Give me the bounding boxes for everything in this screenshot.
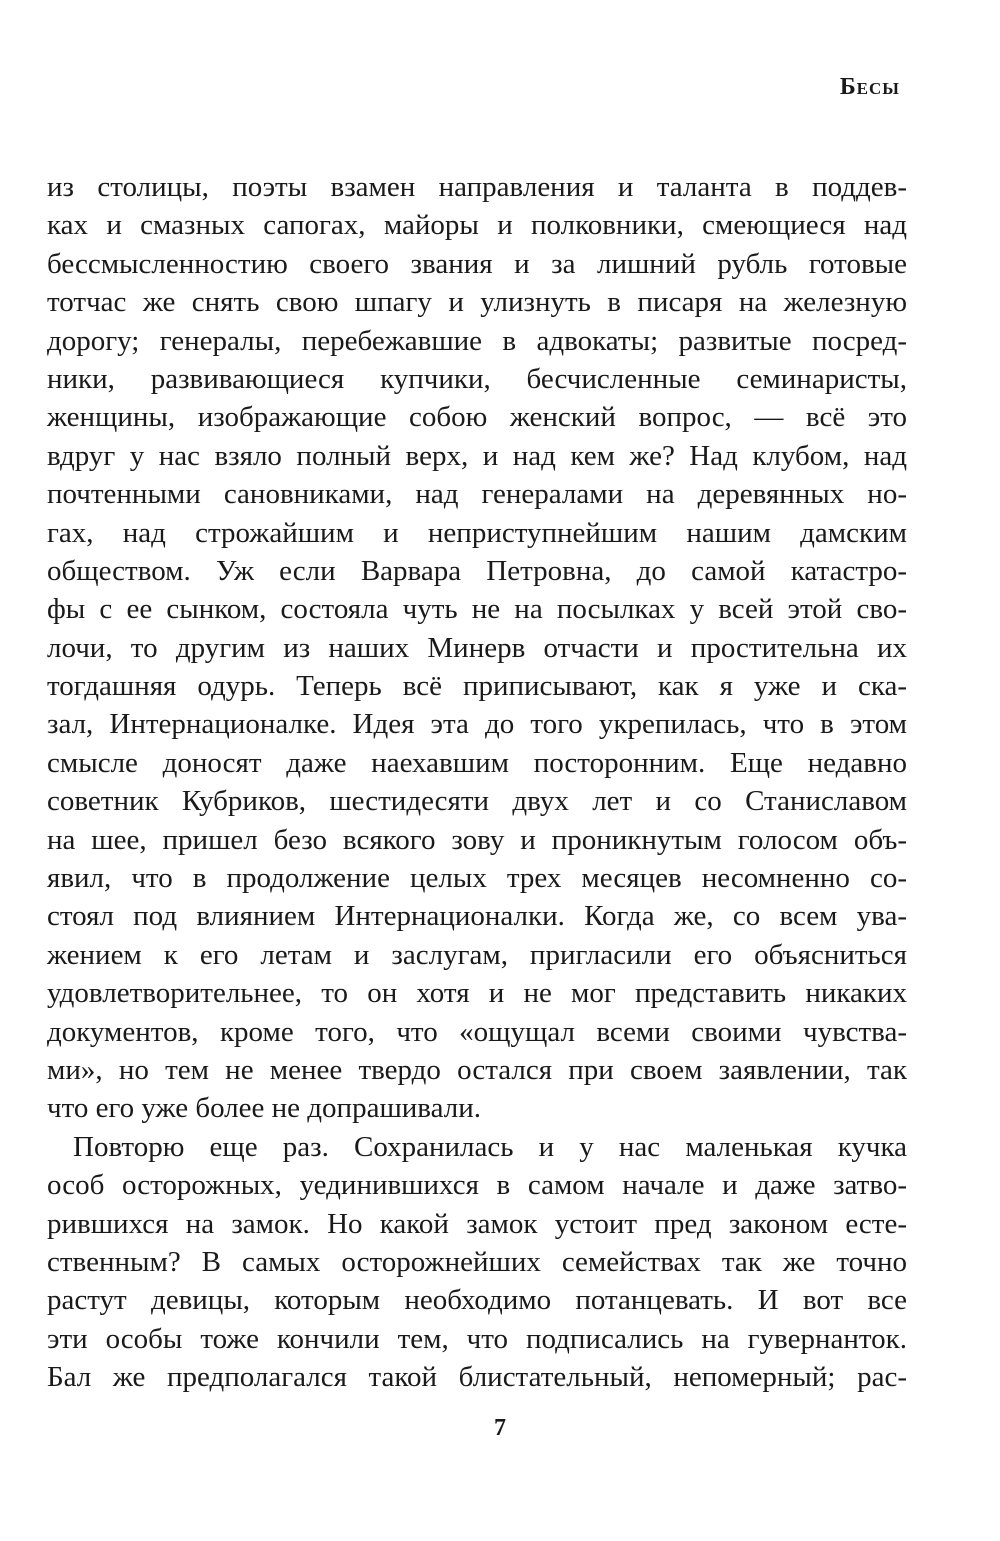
- text-line: тотчас же снять свою шпагу и улизнуть в писаря на железную: [47, 286, 907, 319]
- text-line: ках и смазных сапогах, майоры и полковники, смеющиеся над: [47, 209, 907, 242]
- text-line: документов, кроме того, что «ощущал всеми своими чувства-: [47, 1015, 907, 1048]
- text-line: зал, Интернационалке. Идея эта до того укрепилась, что в этом: [47, 708, 907, 741]
- text-line: удовлетворительнее, то он хотя и не мог представить никаких: [47, 977, 907, 1010]
- text-line: вдруг у нас взяло полный верх, и над кем же? Над клубом, над: [47, 439, 907, 472]
- text-line: ми», но тем не менее твердо остался при своем заявлении, так: [47, 1053, 907, 1086]
- text-line: дорогу; генералы, перебежавшие в адвокаты; развитые посред-: [47, 324, 907, 357]
- text-line: жением к его летам и заслугам, пригласили его объясниться: [47, 938, 907, 971]
- text-line: гах, над строжайшим и неприступнейшим нашим дамским: [47, 516, 907, 549]
- text-line: особ осторожных, уединившихся в самом начале и даже затво-: [47, 1169, 907, 1202]
- text-line: ники, развивающиеся купчики, бесчисленные семинаристы,: [47, 362, 907, 395]
- body-text: [47, 168, 907, 1397]
- text-line: Бал же предполагался такой блистательный, непомерный; рас-: [47, 1361, 907, 1394]
- text-line: советник Кубриков, шестидесяти двух лет и со Станиславом: [47, 785, 907, 818]
- text-line: женщины, изображающие собою женский вопрос, — всё это: [47, 401, 907, 434]
- text-line: стоял под влиянием Интернационалки. Когда же, со всем ува-: [47, 900, 907, 933]
- text-line: смысле доносят даже наехавшим посторонним. Еще недавно: [47, 746, 907, 779]
- text-line: из столицы, поэты взамен направления и таланта в поддев-: [47, 171, 907, 203]
- text-line: рившихся на замок. Но какой замок устоит пред законом есте-: [47, 1207, 907, 1240]
- text-line: тогдашняя одурь. Теперь всё приписывают, как я уже и ска-: [47, 670, 907, 703]
- text-line: ственным? В самых осторожнейших семействах так же точно: [47, 1245, 907, 1278]
- page-number: 7: [494, 1415, 506, 1441]
- text-line: явил, что в продолжение целых трех месяцев несомненно со-: [47, 862, 907, 895]
- text-line: растут девицы, которым необходимо потанцевать. И вот все: [47, 1284, 907, 1317]
- text-line: лочи, то другим из наших Минерв отчасти и простительна их: [47, 631, 907, 664]
- text-line: на шее, пришел безо всякого зову и проникнутым голосом объ-: [47, 823, 907, 856]
- text-line: эти особы тоже кончили тем, что подписались на гувернанток.: [47, 1322, 907, 1355]
- text-line: фы с ее сынком, состояла чуть не на посылках у всей этой сво-: [47, 593, 907, 626]
- text-line: бессмысленностию своего звания и за лишний рубль готовые: [47, 247, 907, 280]
- text-line: что его уже более не допрашивали.: [47, 1092, 481, 1125]
- text-line: почтенными сановниками, над генералами на деревянных но-: [47, 478, 907, 511]
- text-line: обществом. Уж если Варвара Петровна, до самой катастро-: [47, 554, 907, 587]
- running-title: Бесы: [839, 74, 900, 100]
- text-line: Повторю еще раз. Сохранилась и у нас маленькая кучка: [73, 1130, 907, 1163]
